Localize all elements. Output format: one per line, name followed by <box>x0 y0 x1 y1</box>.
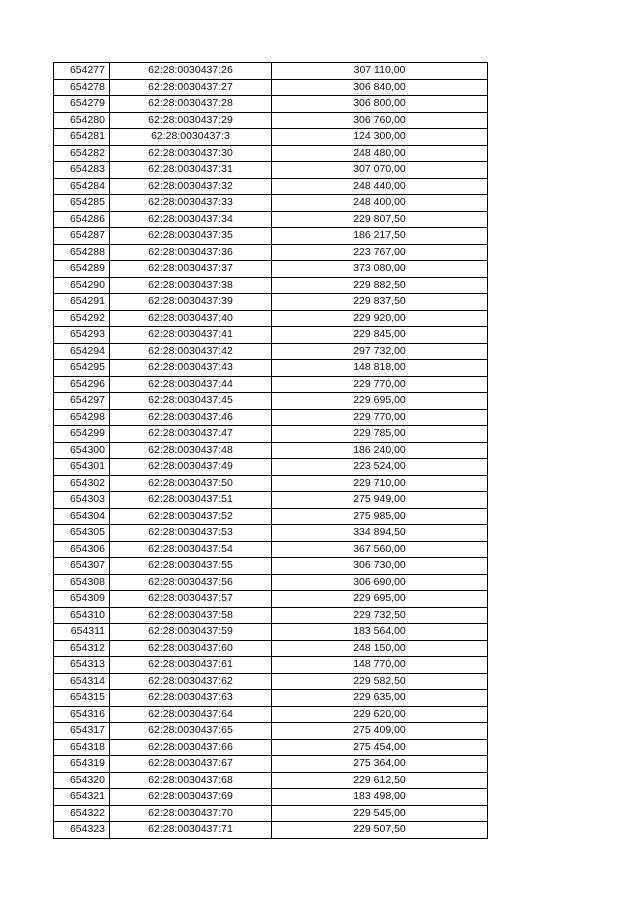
row-number-cell: 654281 <box>54 129 110 146</box>
table-row <box>54 426 488 443</box>
value-cell: 297 732,00 <box>272 343 488 360</box>
table-row <box>54 409 488 426</box>
table-row <box>54 541 488 558</box>
value-cell: 229 770,00 <box>272 376 488 393</box>
row-number-cell: 654295 <box>54 360 110 377</box>
row-number-cell: 654280 <box>54 112 110 129</box>
row-number-cell: 654323 <box>54 822 110 839</box>
cadastral-number-cell: 62:28:0030437:54 <box>110 541 272 558</box>
cadastral-number-cell: 62:28:0030437:70 <box>110 805 272 822</box>
table-row <box>54 657 488 674</box>
table-row <box>54 360 488 377</box>
table-row <box>54 244 488 261</box>
row-number-cell: 654277 <box>54 63 110 80</box>
table-row <box>54 178 488 195</box>
value-cell: 367 560,00 <box>272 541 488 558</box>
value-cell: 183 498,00 <box>272 789 488 806</box>
table-row <box>54 706 488 723</box>
value-cell: 275 454,00 <box>272 739 488 756</box>
value-cell: 229 807,50 <box>272 211 488 228</box>
value-cell: 229 845,00 <box>272 327 488 344</box>
cadastral-number-cell: 62:28:0030437:66 <box>110 739 272 756</box>
table-row <box>54 508 488 525</box>
row-number-cell: 654312 <box>54 640 110 657</box>
row-number-cell: 654303 <box>54 492 110 509</box>
row-number-cell: 654290 <box>54 277 110 294</box>
cadastral-number-cell: 62:28:0030437:37 <box>110 261 272 278</box>
value-cell: 148 818,00 <box>272 360 488 377</box>
cadastral-number-cell: 62:28:0030437:57 <box>110 591 272 608</box>
row-number-cell: 654307 <box>54 558 110 575</box>
row-number-cell: 654305 <box>54 525 110 542</box>
value-cell: 306 760,00 <box>272 112 488 129</box>
row-number-cell: 654282 <box>54 145 110 162</box>
value-cell: 229 785,00 <box>272 426 488 443</box>
cadastral-number-cell: 62:28:0030437:55 <box>110 558 272 575</box>
cadastral-number-cell: 62:28:0030437:3 <box>110 129 272 146</box>
table-row <box>54 63 488 80</box>
table-row <box>54 112 488 129</box>
cadastral-number-cell: 62:28:0030437:68 <box>110 772 272 789</box>
value-cell: 373 080,00 <box>272 261 488 278</box>
cadastral-number-cell: 62:28:0030437:30 <box>110 145 272 162</box>
value-cell: 307 070,00 <box>272 162 488 179</box>
row-number-cell: 654315 <box>54 690 110 707</box>
cadastral-number-cell: 62:28:0030437:52 <box>110 508 272 525</box>
table-row <box>54 492 488 509</box>
row-number-cell: 654300 <box>54 442 110 459</box>
cadastral-number-cell: 62:28:0030437:64 <box>110 706 272 723</box>
value-cell: 229 695,00 <box>272 393 488 410</box>
row-number-cell: 654317 <box>54 723 110 740</box>
row-number-cell: 654298 <box>54 409 110 426</box>
row-number-cell: 654308 <box>54 574 110 591</box>
table-row <box>54 756 488 773</box>
cadastral-number-cell: 62:28:0030437:46 <box>110 409 272 426</box>
value-cell: 306 690,00 <box>272 574 488 591</box>
value-cell: 248 400,00 <box>272 195 488 212</box>
row-number-cell: 654285 <box>54 195 110 212</box>
value-cell: 275 985,00 <box>272 508 488 525</box>
cadastral-number-cell: 62:28:0030437:28 <box>110 96 272 113</box>
value-cell: 229 545,00 <box>272 805 488 822</box>
row-number-cell: 654279 <box>54 96 110 113</box>
cadastral-number-cell: 62:28:0030437:62 <box>110 673 272 690</box>
row-number-cell: 654297 <box>54 393 110 410</box>
table-row <box>54 228 488 245</box>
row-number-cell: 654288 <box>54 244 110 261</box>
cadastral-number-cell: 62:28:0030437:67 <box>110 756 272 773</box>
row-number-cell: 654313 <box>54 657 110 674</box>
cadastral-number-cell: 62:28:0030437:47 <box>110 426 272 443</box>
cadastral-number-cell: 62:28:0030437:41 <box>110 327 272 344</box>
value-cell: 275 949,00 <box>272 492 488 509</box>
cadastral-number-cell: 62:28:0030437:43 <box>110 360 272 377</box>
value-cell: 229 710,00 <box>272 475 488 492</box>
table-row <box>54 640 488 657</box>
table-row <box>54 822 488 839</box>
cadastral-number-cell: 62:28:0030437:31 <box>110 162 272 179</box>
table-row <box>54 459 488 476</box>
document-sheet <box>53 62 488 839</box>
cadastral-number-cell: 62:28:0030437:38 <box>110 277 272 294</box>
value-cell: 334 894,50 <box>272 525 488 542</box>
row-number-cell: 654286 <box>54 211 110 228</box>
row-number-cell: 654322 <box>54 805 110 822</box>
table-row <box>54 79 488 96</box>
value-cell: 229 620,00 <box>272 706 488 723</box>
table-row <box>54 673 488 690</box>
table-row <box>54 393 488 410</box>
table-row <box>54 723 488 740</box>
cadastral-number-cell: 62:28:0030437:40 <box>110 310 272 327</box>
cadastral-number-cell: 62:28:0030437:36 <box>110 244 272 261</box>
value-cell: 223 524,00 <box>272 459 488 476</box>
cadastral-number-cell: 62:28:0030437:32 <box>110 178 272 195</box>
value-cell: 248 440,00 <box>272 178 488 195</box>
cadastral-number-cell: 62:28:0030437:45 <box>110 393 272 410</box>
row-number-cell: 654310 <box>54 607 110 624</box>
cadastral-number-cell: 62:28:0030437:59 <box>110 624 272 641</box>
data-table <box>53 62 488 839</box>
table-row <box>54 558 488 575</box>
table-row <box>54 96 488 113</box>
cadastral-number-cell: 62:28:0030437:26 <box>110 63 272 80</box>
cadastral-number-cell: 62:28:0030437:63 <box>110 690 272 707</box>
value-cell: 229 770,00 <box>272 409 488 426</box>
table-row <box>54 442 488 459</box>
value-cell: 229 732,50 <box>272 607 488 624</box>
value-cell: 306 730,00 <box>272 558 488 575</box>
row-number-cell: 654292 <box>54 310 110 327</box>
value-cell: 306 840,00 <box>272 79 488 96</box>
row-number-cell: 654318 <box>54 739 110 756</box>
row-number-cell: 654321 <box>54 789 110 806</box>
row-number-cell: 654314 <box>54 673 110 690</box>
table-row <box>54 211 488 228</box>
table-row <box>54 772 488 789</box>
table-row <box>54 690 488 707</box>
table-row <box>54 277 488 294</box>
row-number-cell: 654299 <box>54 426 110 443</box>
table-row <box>54 525 488 542</box>
table-row <box>54 789 488 806</box>
table-row <box>54 739 488 756</box>
cadastral-number-cell: 62:28:0030437:42 <box>110 343 272 360</box>
row-number-cell: 654287 <box>54 228 110 245</box>
table-row <box>54 624 488 641</box>
cadastral-number-cell: 62:28:0030437:48 <box>110 442 272 459</box>
cadastral-number-cell: 62:28:0030437:65 <box>110 723 272 740</box>
row-number-cell: 654311 <box>54 624 110 641</box>
value-cell: 229 507,50 <box>272 822 488 839</box>
table-row <box>54 162 488 179</box>
row-number-cell: 654278 <box>54 79 110 96</box>
value-cell: 229 920,00 <box>272 310 488 327</box>
table-row <box>54 343 488 360</box>
value-cell: 229 882,50 <box>272 277 488 294</box>
row-number-cell: 654320 <box>54 772 110 789</box>
table-row <box>54 294 488 311</box>
cadastral-number-cell: 62:28:0030437:29 <box>110 112 272 129</box>
cadastral-number-cell: 62:28:0030437:39 <box>110 294 272 311</box>
value-cell: 275 364,00 <box>272 756 488 773</box>
row-number-cell: 654291 <box>54 294 110 311</box>
table-row <box>54 195 488 212</box>
table-row <box>54 310 488 327</box>
cadastral-number-cell: 62:28:0030437:69 <box>110 789 272 806</box>
cadastral-number-cell: 62:28:0030437:53 <box>110 525 272 542</box>
cadastral-number-cell: 62:28:0030437:58 <box>110 607 272 624</box>
value-cell: 229 612,50 <box>272 772 488 789</box>
row-number-cell: 654306 <box>54 541 110 558</box>
value-cell: 148 770,00 <box>272 657 488 674</box>
table-row <box>54 376 488 393</box>
cadastral-number-cell: 62:28:0030437:33 <box>110 195 272 212</box>
table-body <box>54 63 488 839</box>
row-number-cell: 654316 <box>54 706 110 723</box>
cadastral-number-cell: 62:28:0030437:51 <box>110 492 272 509</box>
row-number-cell: 654289 <box>54 261 110 278</box>
table-row <box>54 574 488 591</box>
row-number-cell: 654296 <box>54 376 110 393</box>
table-row <box>54 475 488 492</box>
cadastral-number-cell: 62:28:0030437:71 <box>110 822 272 839</box>
row-number-cell: 654302 <box>54 475 110 492</box>
value-cell: 275 409,00 <box>272 723 488 740</box>
cadastral-number-cell: 62:28:0030437:61 <box>110 657 272 674</box>
table-row <box>54 261 488 278</box>
row-number-cell: 654294 <box>54 343 110 360</box>
cadastral-number-cell: 62:28:0030437:35 <box>110 228 272 245</box>
value-cell: 229 582,50 <box>272 673 488 690</box>
value-cell: 229 837,50 <box>272 294 488 311</box>
value-cell: 306 800,00 <box>272 96 488 113</box>
cadastral-number-cell: 62:28:0030437:49 <box>110 459 272 476</box>
table-row <box>54 327 488 344</box>
row-number-cell: 654284 <box>54 178 110 195</box>
value-cell: 223 767,00 <box>272 244 488 261</box>
value-cell: 229 635,00 <box>272 690 488 707</box>
row-number-cell: 654304 <box>54 508 110 525</box>
value-cell: 124 300,00 <box>272 129 488 146</box>
table-row <box>54 145 488 162</box>
table-row <box>54 805 488 822</box>
value-cell: 248 480,00 <box>272 145 488 162</box>
cadastral-number-cell: 62:28:0030437:60 <box>110 640 272 657</box>
row-number-cell: 654283 <box>54 162 110 179</box>
value-cell: 307 110,00 <box>272 63 488 80</box>
cadastral-number-cell: 62:28:0030437:50 <box>110 475 272 492</box>
row-number-cell: 654309 <box>54 591 110 608</box>
table-row <box>54 129 488 146</box>
value-cell: 186 217,50 <box>272 228 488 245</box>
cadastral-number-cell: 62:28:0030437:34 <box>110 211 272 228</box>
row-number-cell: 654293 <box>54 327 110 344</box>
value-cell: 248 150,00 <box>272 640 488 657</box>
cadastral-number-cell: 62:28:0030437:56 <box>110 574 272 591</box>
row-number-cell: 654301 <box>54 459 110 476</box>
value-cell: 186 240,00 <box>272 442 488 459</box>
table-row <box>54 591 488 608</box>
cadastral-number-cell: 62:28:0030437:27 <box>110 79 272 96</box>
table-row <box>54 607 488 624</box>
value-cell: 183 564,00 <box>272 624 488 641</box>
row-number-cell: 654319 <box>54 756 110 773</box>
value-cell: 229 695,00 <box>272 591 488 608</box>
cadastral-number-cell: 62:28:0030437:44 <box>110 376 272 393</box>
